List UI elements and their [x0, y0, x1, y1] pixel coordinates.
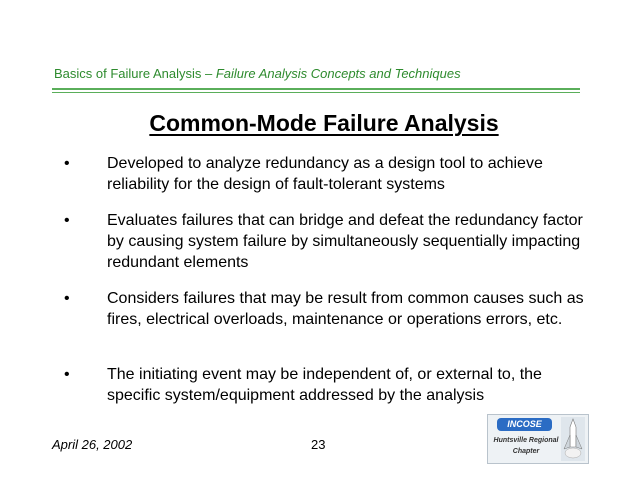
bullet-text: Developed to analyze redundancy as a design tool to achieve reliability for the design of fault-tolerant systems	[107, 155, 543, 193]
header-rule-top	[52, 88, 580, 90]
logo-chapter-line2: Chapter	[512, 448, 540, 455]
header-course-title: Basics of Failure Analysis –	[54, 66, 216, 81]
bullet-marker: •	[64, 155, 70, 172]
slide-title: Common-Mode Failure Analysis	[149, 110, 499, 136]
bullet-text: The initiating event may be independent of, or external to, the specific system/equipment addressed by the analysis	[107, 366, 542, 404]
logo-chapter-line1: Huntsville Regional	[493, 437, 559, 444]
incose-chapter-logo	[487, 414, 589, 464]
footer-date: April 26, 2002	[52, 437, 133, 452]
header-rule-bottom	[52, 92, 580, 93]
bullet-marker: •	[64, 290, 70, 307]
space-shuttle-icon	[561, 417, 585, 461]
logo-banner: INCOSE	[497, 418, 552, 431]
slide-header	[54, 66, 461, 81]
bullet-marker: •	[64, 212, 70, 229]
bullet-text: Evaluates failures that can bridge and defeat the redundancy factor by causing system failure by simultaneously sequentially impacting redundant elements	[107, 212, 583, 271]
page-number: 23	[311, 437, 326, 452]
bullet-text: Considers failures that may be result from common causes such as fires, electrical overloads, maintenance or operations errors, etc.	[107, 290, 584, 328]
header-section-title: Failure Analysis Concepts and Techniques	[215, 66, 461, 81]
bullet-marker: •	[64, 366, 70, 383]
